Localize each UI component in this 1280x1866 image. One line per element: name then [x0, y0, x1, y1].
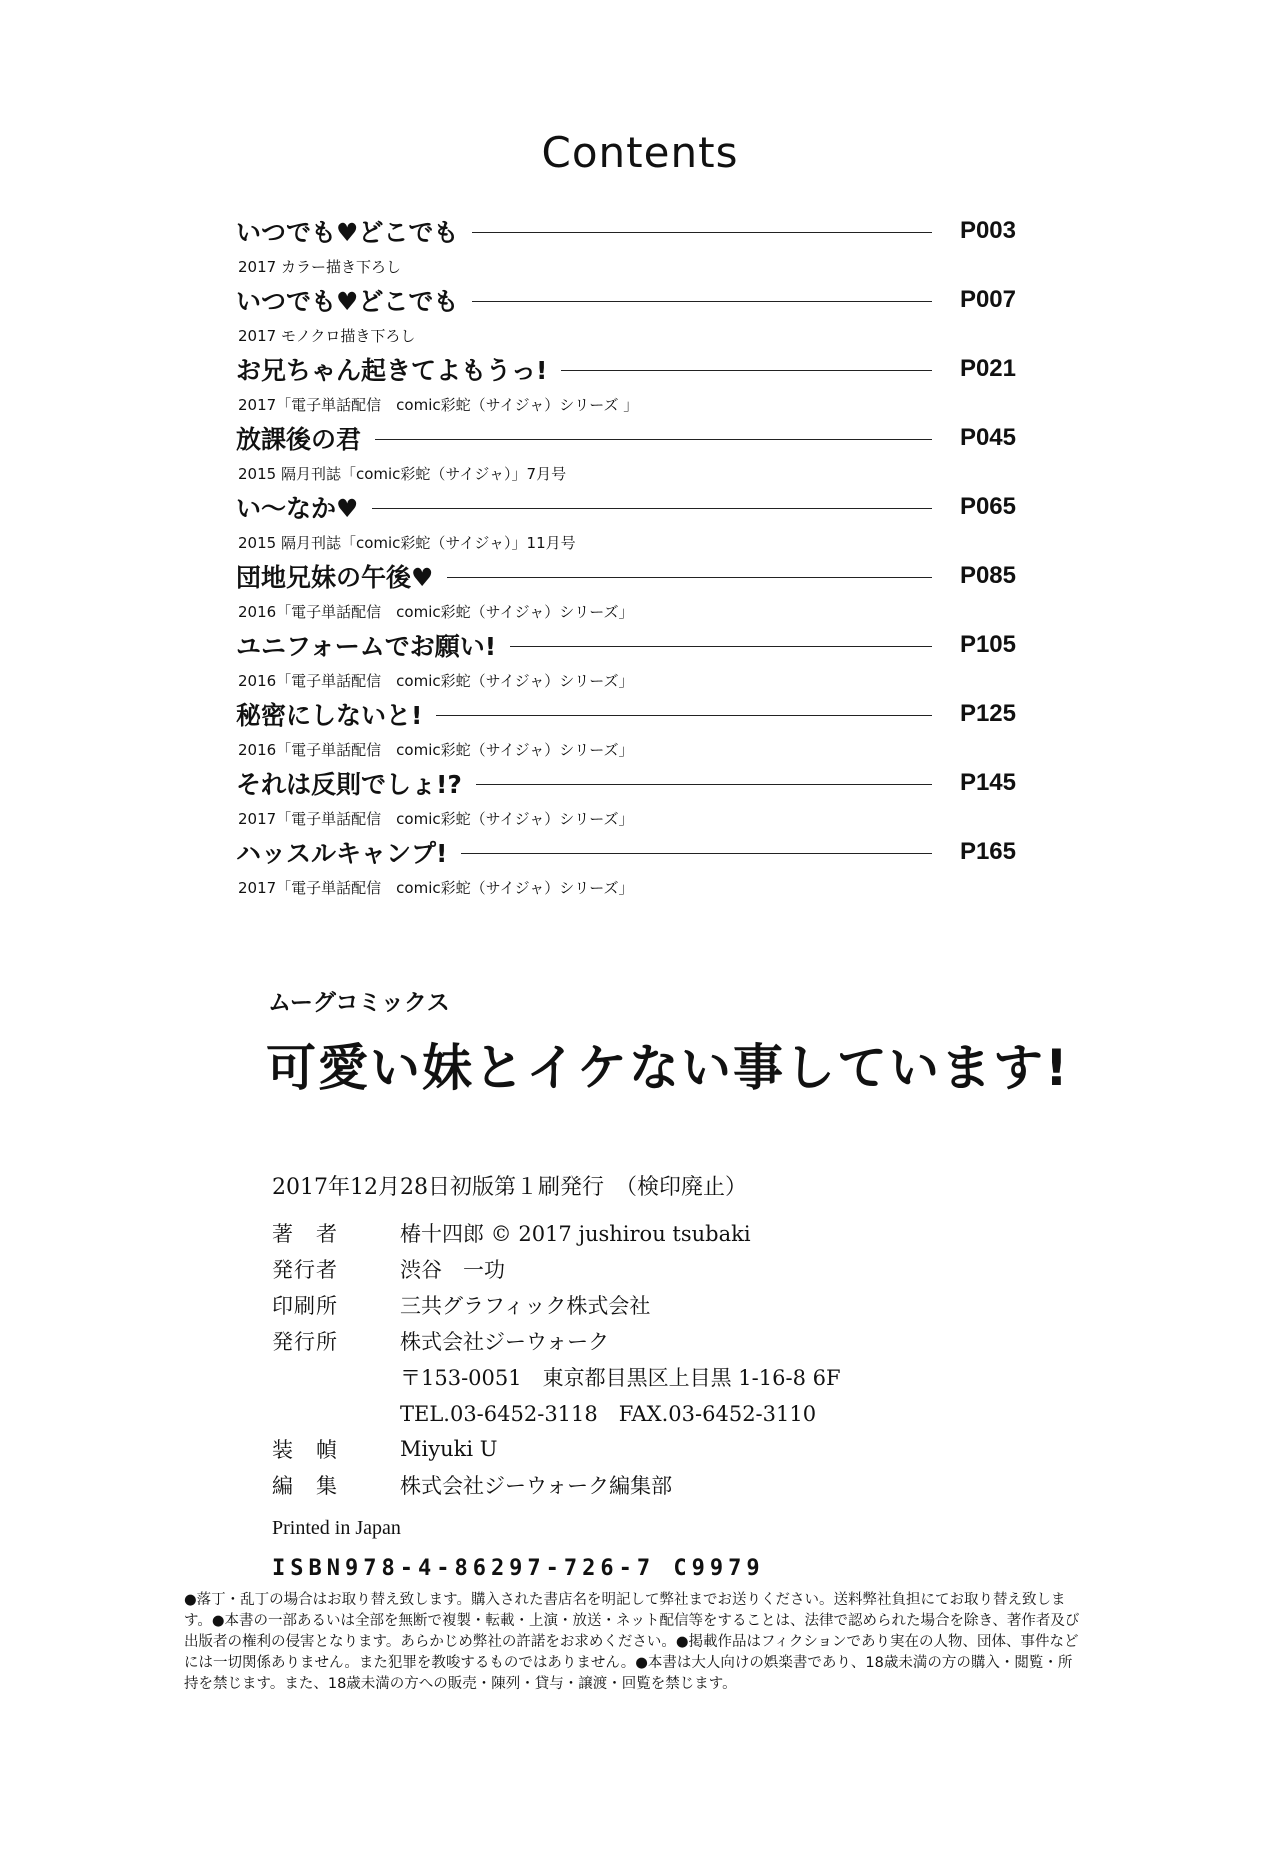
- colophon: [272, 1170, 841, 1581]
- isbn: ISBN978-4-86297-726-7 C9979: [272, 1556, 765, 1581]
- toc-entry: [236, 486, 1016, 555]
- toc-leader-line: [476, 784, 932, 785]
- colophon-value: 株式会社ジーウォーク編集部: [400, 1474, 673, 1498]
- colophon-row-address: [272, 1359, 841, 1395]
- toc-page-number: P007: [959, 286, 1016, 313]
- toc-entry: [236, 279, 1016, 348]
- toc-leader-line: [510, 646, 932, 647]
- colophon-value: 株式会社ジーウォーク: [400, 1330, 610, 1354]
- toc-page-number: P145: [959, 769, 1016, 796]
- colophon-value: Miyuki U: [400, 1437, 498, 1461]
- edition-line: 2017年12月28日初版第１刷発行 （検印廃止）: [272, 1175, 747, 1200]
- toc-title: 団地兄妹の午後♥: [236, 563, 434, 592]
- toc-entry: [236, 624, 1016, 693]
- notice-line: 持を禁じます。また、18歳未満の方への販売・陳列・貸与・譲渡・回覧を禁じます。: [184, 1676, 737, 1692]
- toc-source: 2017「電子単話配信 comic彩蛇（サイジャ）シリーズ 」: [238, 396, 639, 414]
- toc-source: 2016「電子単話配信 comic彩蛇（サイジャ）シリーズ」: [238, 672, 634, 690]
- colophon-label: 編 集: [272, 1474, 338, 1498]
- toc-title: ユニフォームでお願い!: [236, 632, 497, 661]
- toc-entry: [236, 762, 1016, 831]
- toc-leader-line: [561, 370, 932, 371]
- notice-line: ●落丁・乱丁の場合はお取り替え致します。購入された書店名を明記して弊社までお送りください。送料弊社負担にてお取り替え致しま: [184, 1592, 1066, 1608]
- colophon-row-editor: [272, 1467, 841, 1503]
- toc-leader-line: [372, 508, 932, 509]
- toc-page-number: P165: [959, 838, 1016, 865]
- notice-line: には一切関係ありません。また犯罪を教唆するものではありません。●本書は大人向けの娯楽書であり、18歳未満の方の購入・閲覧・所: [184, 1655, 1073, 1671]
- toc-entry: [236, 348, 1016, 417]
- toc-title: それは反則でしょ!?: [236, 770, 462, 799]
- toc-title: お兄ちゃん起きてよもうっ!: [236, 356, 548, 385]
- imprint-label: ムーグコミックス: [268, 990, 450, 1016]
- toc-leader-line: [472, 301, 932, 302]
- colophon-label: 著 者: [272, 1222, 338, 1246]
- toc-leader-line: [375, 439, 932, 440]
- colophon-row-printer: [272, 1287, 841, 1323]
- toc-leader-line: [472, 232, 932, 233]
- toc-title: 秘密にしないと!: [236, 701, 423, 730]
- contents-heading: Contents: [541, 128, 739, 177]
- colophon-label: 装 幀: [272, 1438, 338, 1462]
- toc-entry: [236, 555, 1016, 624]
- toc-source: 2017「電子単話配信 comic彩蛇（サイジャ）シリーズ」: [238, 879, 634, 897]
- colophon-row-phone: [272, 1395, 841, 1431]
- notice-line: 出版者の権利の侵害となります。あらかじめ弊社の許諾をお求めください。●掲載作品はフィクションであり実在の人物、団体、事件など: [184, 1634, 1079, 1650]
- toc-source: 2016「電子単話配信 comic彩蛇（サイジャ）シリーズ」: [238, 741, 634, 759]
- colophon-row-publisher: [272, 1323, 841, 1359]
- toc-page-number: P105: [959, 631, 1016, 658]
- toc-entry: [236, 831, 1016, 900]
- colophon-row-publisher-person: [272, 1251, 841, 1287]
- toc-source: 2015 隔月刊誌「comic彩蛇（サイジャ）」7月号: [238, 465, 567, 483]
- toc-entry: [236, 417, 1016, 486]
- toc-leader-line: [461, 853, 932, 854]
- toc-entry: [236, 693, 1016, 762]
- toc-page-number: P003: [959, 217, 1016, 244]
- colophon-phone: TEL.03-6452-3118 FAX.03-6452-3110: [400, 1402, 817, 1426]
- colophon-value: 椿十四郎 © 2017 jushirou tsubaki: [400, 1222, 751, 1246]
- legal-notice: [184, 1590, 1084, 1695]
- colophon-label: 印刷所: [272, 1294, 338, 1318]
- toc-page-number: P021: [959, 355, 1016, 382]
- toc-page-number: P045: [959, 424, 1016, 451]
- colophon-value: 渋谷 一功: [400, 1258, 505, 1282]
- colophon-label: 発行者: [272, 1258, 338, 1282]
- toc-title: い〜なか♥: [236, 494, 359, 523]
- colophon-value: 三共グラフィック株式会社: [400, 1294, 651, 1318]
- toc-title: 放課後の君: [236, 425, 362, 454]
- toc-title: いつでも♥どこでも: [236, 287, 459, 316]
- colophon-row-author: [272, 1215, 841, 1251]
- toc-source: 2017 モノクロ描き下ろし: [238, 327, 416, 345]
- table-of-contents: [236, 210, 1016, 900]
- book-title: 可愛い妹とイケない事しています!: [266, 1039, 1070, 1097]
- toc-source: 2017 カラー描き下ろし: [238, 258, 401, 276]
- toc-source: 2015 隔月刊誌「comic彩蛇（サイジャ）」11月号: [238, 534, 576, 552]
- notice-line: す。●本書の一部あるいは全部を無断で複製・転載・上演・放送・ネット配信等をすることは、法律で認められた場合を除き、著作者及び: [184, 1613, 1080, 1629]
- colophon-address: 〒153-0051 東京都目黒区上目黒 1-16-8 6F: [400, 1366, 841, 1390]
- toc-page-number: P065: [959, 493, 1016, 520]
- toc-leader-line: [436, 715, 932, 716]
- colophon-label: 発行所: [272, 1330, 338, 1354]
- toc-page-number: P125: [959, 700, 1016, 727]
- toc-title: ハッスルキャンプ!: [236, 839, 448, 868]
- toc-title: いつでも♥どこでも: [236, 218, 459, 247]
- toc-leader-line: [447, 577, 932, 578]
- printed-in: Printed in Japan: [272, 1517, 401, 1539]
- toc-source: 2017「電子単話配信 comic彩蛇（サイジャ）シリーズ」: [238, 810, 634, 828]
- toc-page-number: P085: [959, 562, 1016, 589]
- toc-entry: [236, 210, 1016, 279]
- toc-source: 2016「電子単話配信 comic彩蛇（サイジャ）シリーズ」: [238, 603, 634, 621]
- colophon-row-design: [272, 1431, 841, 1467]
